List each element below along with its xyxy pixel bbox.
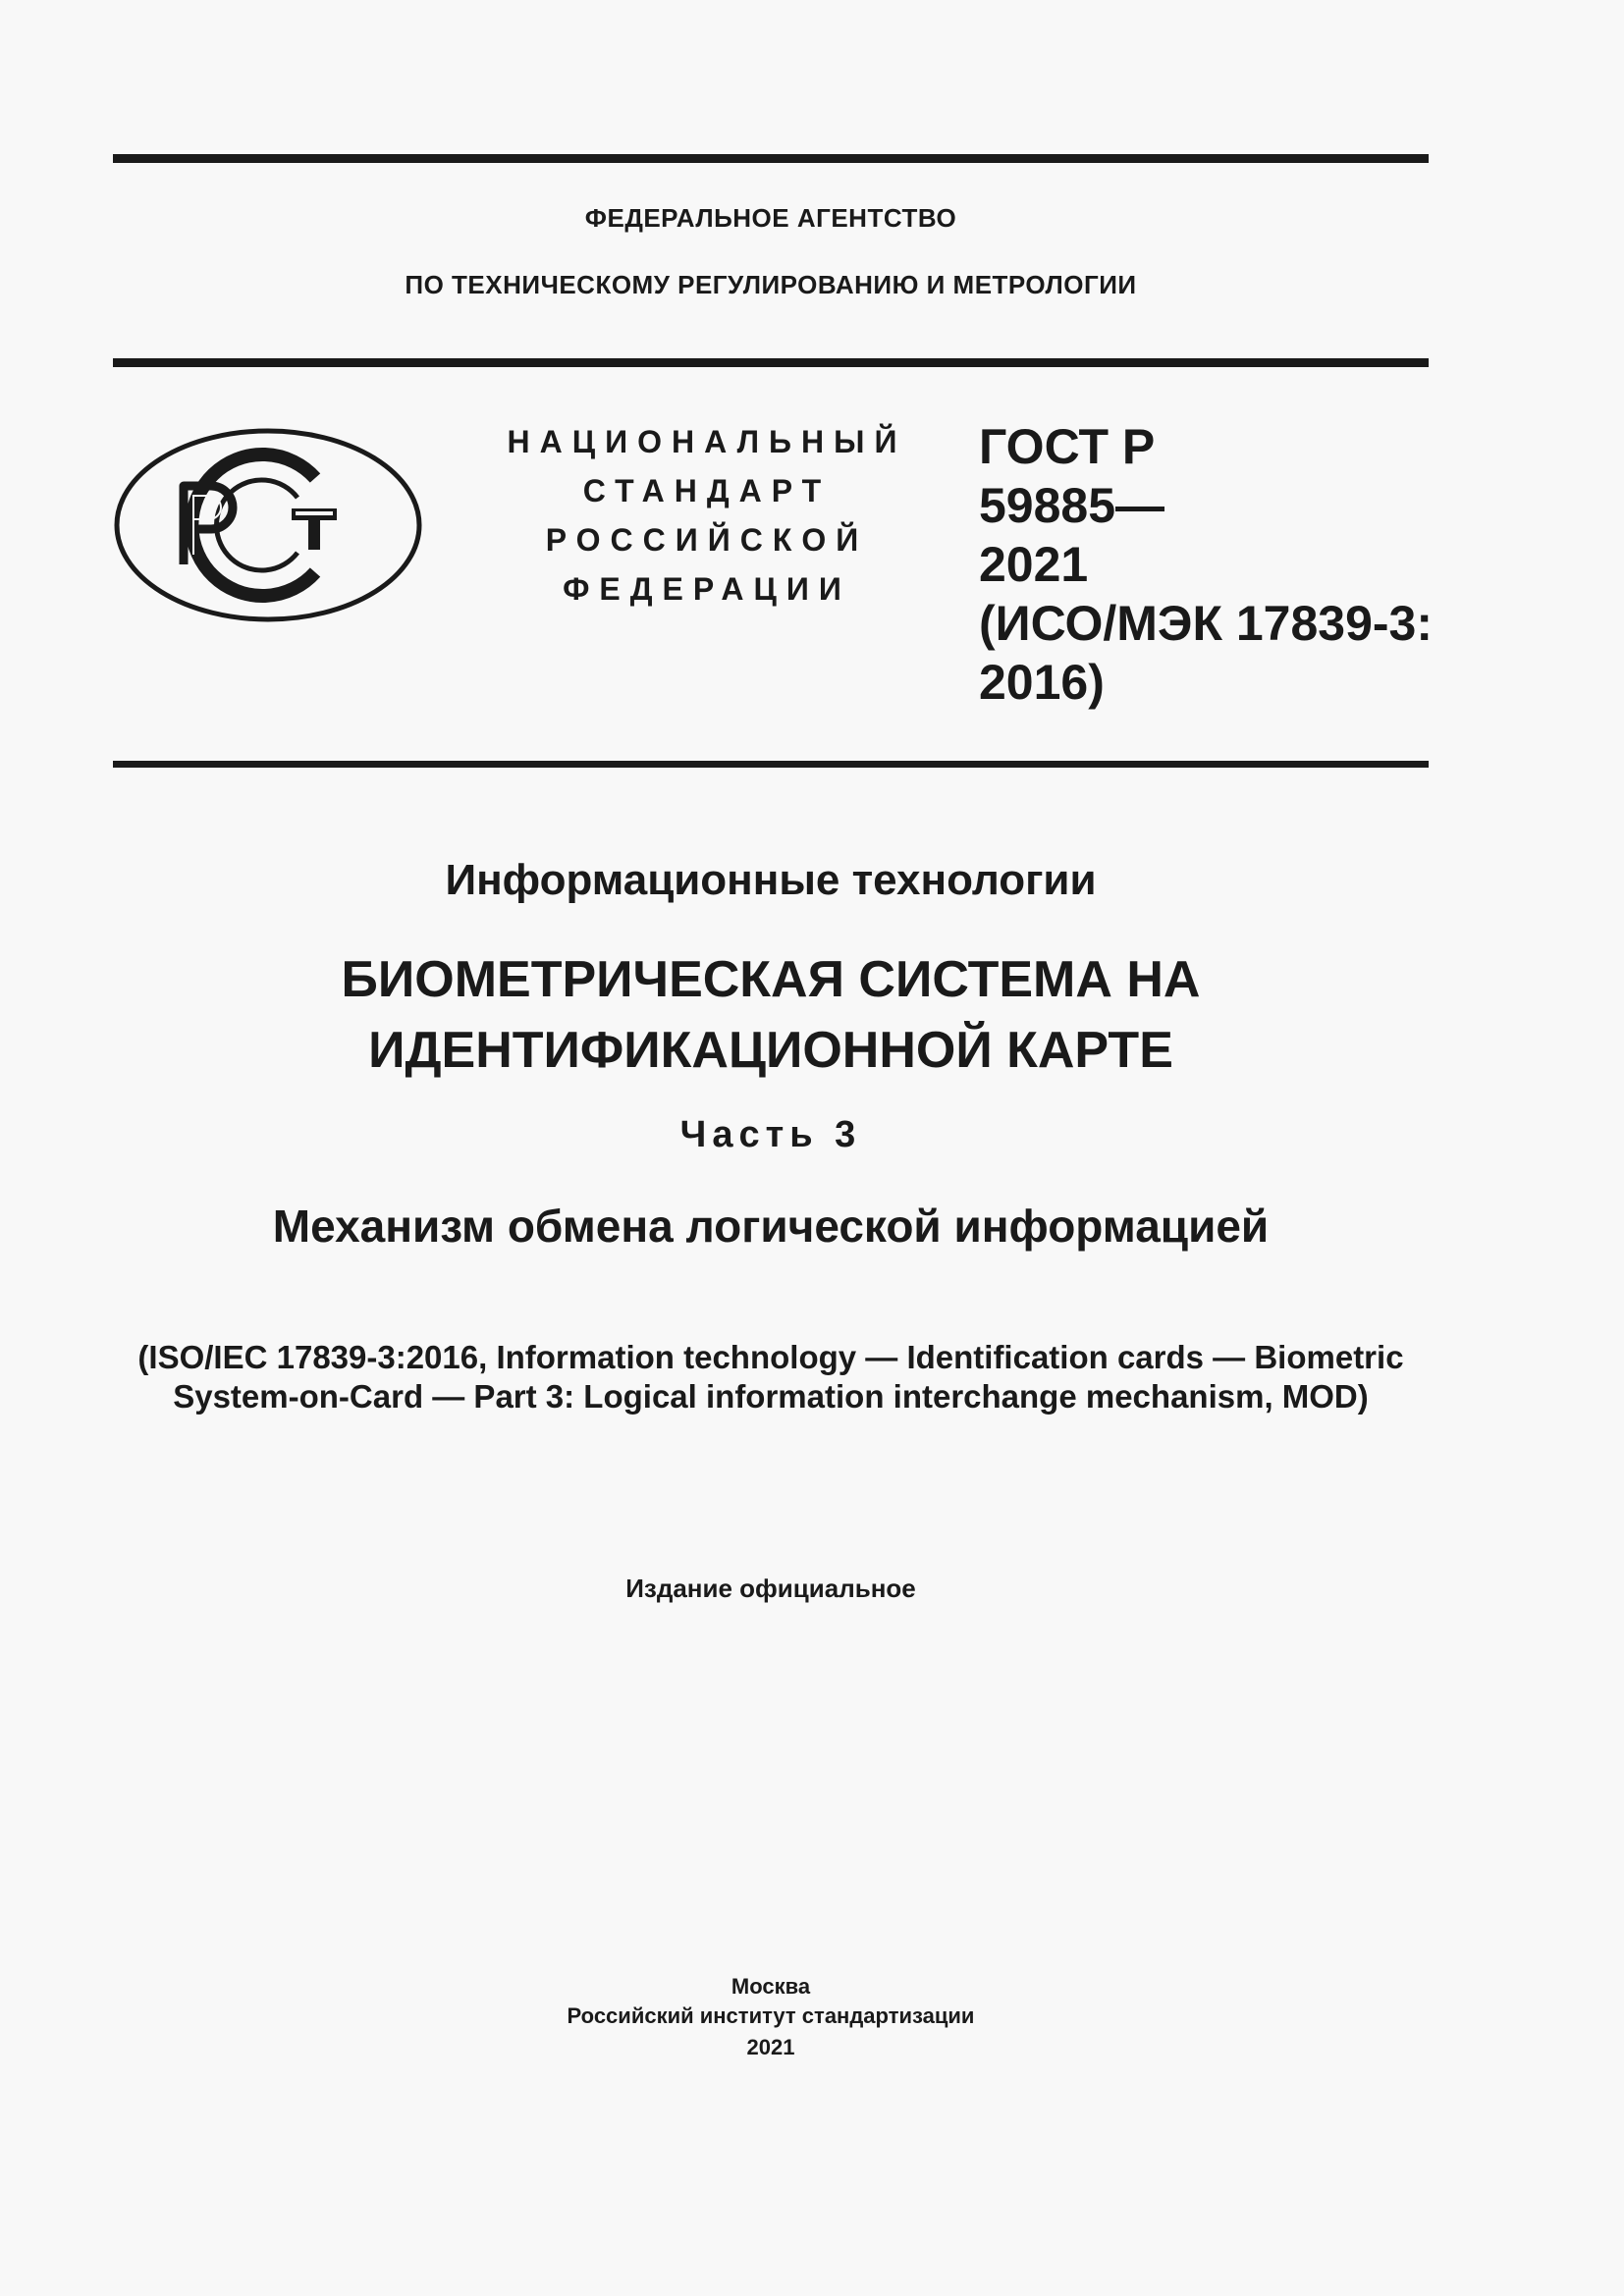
edition-label: Издание официальное: [625, 1574, 916, 1603]
designation-line: 59885—: [979, 478, 1165, 533]
national-line: ФЕДЕРАЦИИ: [563, 571, 851, 607]
part-title: Механизм обмена логической информацией: [272, 1201, 1270, 1252]
standard-designation: [979, 417, 1434, 712]
publication-year: 2021: [746, 2035, 795, 2059]
designation-line: (ИСО/МЭК 17839-3:: [979, 596, 1434, 651]
document-title-line-1: БИОМЕТРИЧЕСКАЯ СИСТЕМА НА: [341, 951, 1201, 1008]
agency-line-2: ПО ТЕХНИЧЕСКОМУ РЕГУЛИРОВАНИЮ И МЕТРОЛОГИИ: [405, 270, 1137, 299]
designation-line: 2021: [979, 537, 1089, 592]
rst-logo-icon: [113, 427, 423, 623]
document-subtitle: Информационные технологии: [445, 856, 1097, 904]
agency-line-1: ФЕДЕРАЛЬНОЕ АГЕНТСТВО: [584, 203, 957, 233]
national-line: СТАНДАРТ: [582, 473, 832, 508]
national-line: НАЦИОНАЛЬНЫЙ: [507, 424, 907, 459]
designation-line: ГОСТ Р: [979, 419, 1156, 474]
part-number: Часть 3: [679, 1114, 862, 1155]
title-rule: [113, 761, 1429, 768]
national-standard-label: [471, 417, 943, 614]
designation-line: 2016): [979, 655, 1105, 710]
source-reference-line-1: (ISO/IEC 17839-3:2016, Information technology — Identification cards — Biometric: [137, 1339, 1404, 1375]
publisher-name: Российский институт стандартизации: [567, 2003, 975, 2028]
document-title-line-2: ИДЕНТИФИКАЦИОННОЙ КАРТЕ: [368, 1022, 1173, 1079]
publisher-city: Москва: [731, 1974, 811, 1999]
header-rule: [113, 358, 1429, 367]
national-line: РОССИЙСКОЙ: [545, 522, 869, 558]
source-reference-line-2: System-on-Card — Part 3: Logical information interchange mechanism, MOD): [173, 1378, 1369, 1415]
top-rule: [113, 154, 1429, 163]
